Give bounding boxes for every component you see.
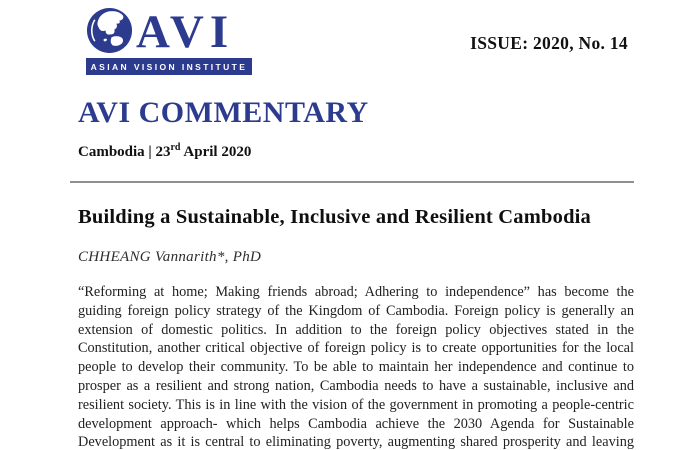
article-title: Building a Sustainable, Inclusive and Resilient Cambodia	[78, 206, 592, 228]
publication-title: AVI COMMENTARY	[78, 96, 369, 129]
issue-label: ISSUE: 2020, No. 14	[470, 33, 628, 53]
body-line: Development as it is central to eliminating poverty, augmenting shared prosperity and leaving	[78, 434, 634, 450]
divider-rule	[70, 181, 634, 183]
dateline-rest: April 2020	[180, 144, 252, 160]
body-line: guiding foreign policy strategy of the Kingdom of Cambodia. Foreign policy is generally an	[78, 302, 634, 319]
globe-icon	[86, 7, 133, 54]
dateline	[78, 142, 251, 161]
dateline-ordinal: rd	[170, 142, 181, 153]
avi-logo	[86, 7, 252, 75]
body-line: Constitution, another critical objective of foreign policy is to create opportunities for the local	[78, 340, 634, 357]
article-body	[78, 283, 634, 450]
body-line: development approach- which helps Cambodia achieve the 2030 Agenda for Sustainable	[78, 415, 634, 432]
author-line: CHHEANG Vannarith*, PhD	[78, 249, 262, 265]
body-line: prosper as a resilient and strong nation, Cambodia needs to have a sustainable, inclusive and	[78, 377, 634, 394]
logo-wordmark: AVI	[136, 6, 235, 58]
dateline-prefix: Cambodia | 23	[78, 144, 171, 160]
logo-top-row	[86, 6, 252, 58]
body-line: people to develop their community. To be able to maintain her independence and continue to	[78, 359, 634, 376]
body-line: “Reforming at home; Making friends abroad; Adhering to independence” has become the	[78, 284, 634, 300]
body-line: extension of domestic politics. In addition to the foreign policy objectives stated in the	[78, 321, 634, 338]
logo-subtitle-banner: ASIAN VISION INSTITUTE	[86, 58, 252, 75]
body-line: resilient society. This is in line with the vision of the government in promoting a people-centric	[78, 396, 634, 413]
